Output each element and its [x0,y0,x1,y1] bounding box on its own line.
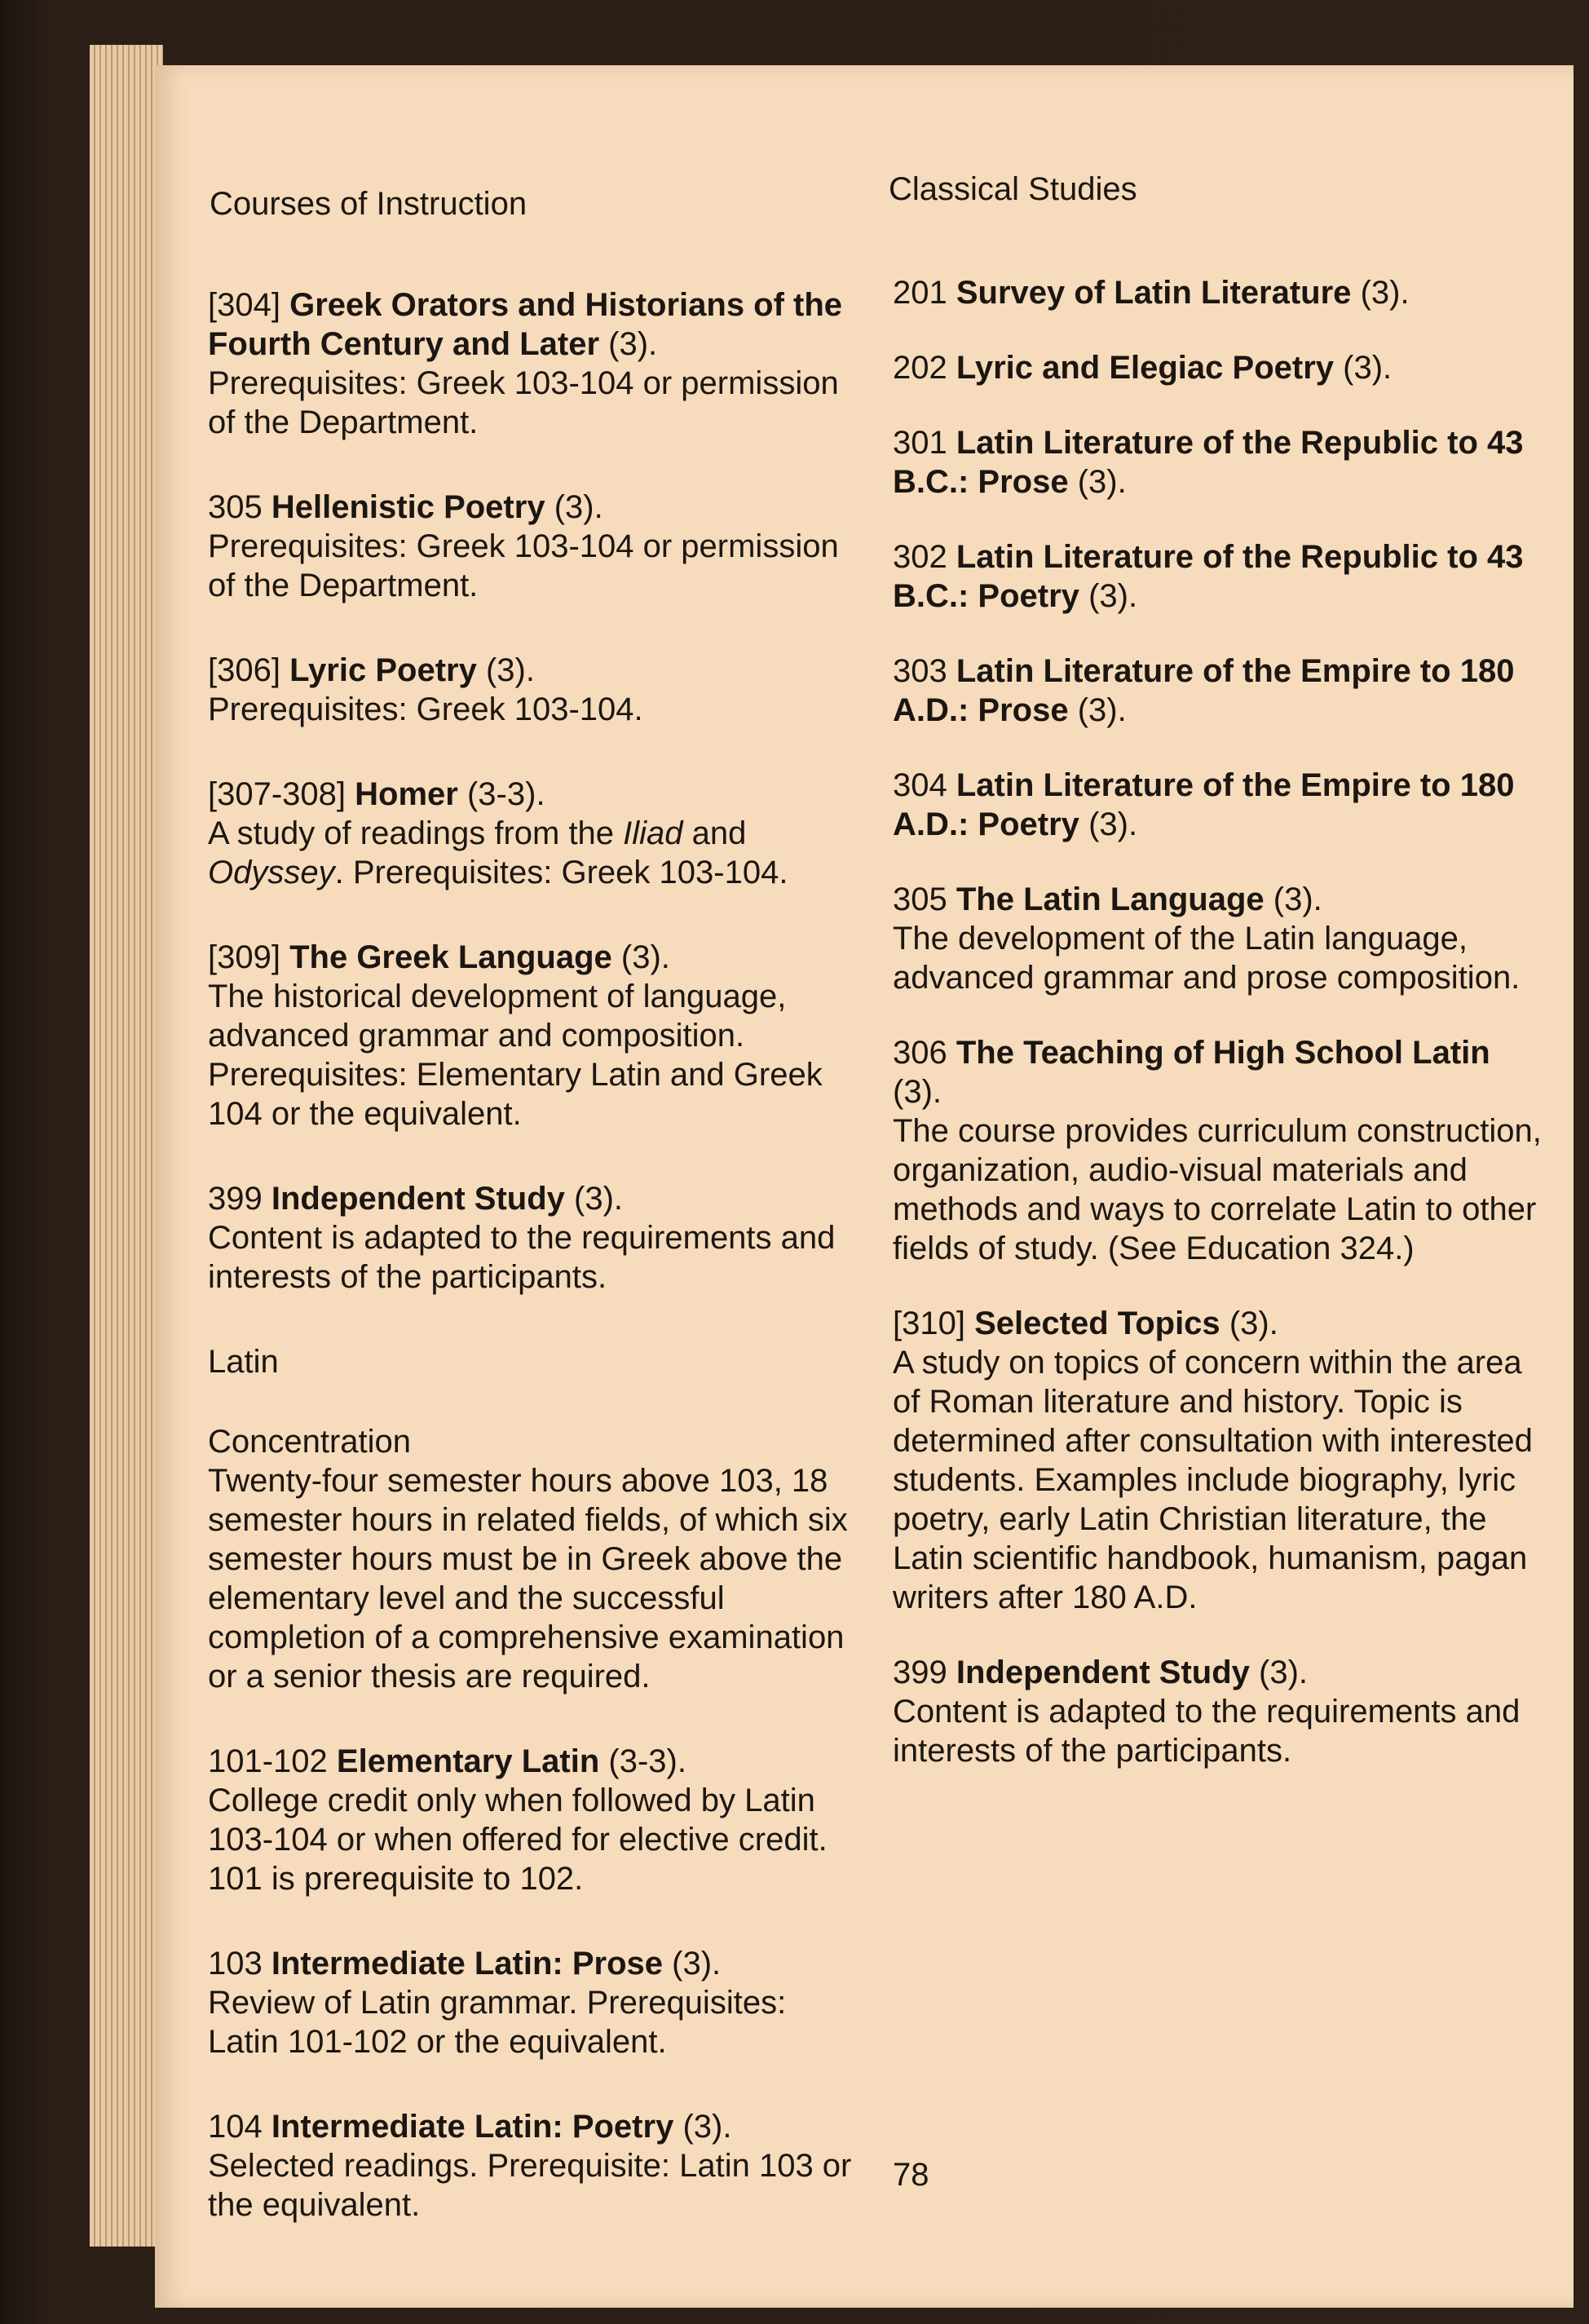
course-credits: (3). [1077,464,1127,500]
course-credits: (3). [1077,692,1127,728]
course-number: 101-102 [208,1743,328,1779]
course-number: 399 [208,1181,263,1217]
course-entry [893,1304,1545,1617]
course-entry [893,1033,1545,1268]
course-title: Latin Literature of the Republic to 43 B.C.: Poetry [893,539,1524,614]
course-number: [310] [893,1306,965,1341]
course-entry [893,348,1545,387]
course-description: Prerequisites: Greek 103-104. [208,691,643,727]
course-entry [208,1742,860,1898]
course-number: 303 [893,653,947,689]
italic-title-odyssey: Odyssey [208,855,335,890]
course-entry [893,766,1545,844]
course-number: 304 [893,767,947,803]
description-text: and [682,815,747,851]
italic-title-iliad: Iliad [623,815,683,851]
page-number: 78 [893,2157,929,2193]
course-credits: (3). [682,2109,732,2145]
course-credits: (3). [1343,350,1393,386]
right-column [893,273,1545,1806]
course-description: Content is adapted to the requirements and interests of the participants. [893,1694,1521,1769]
course-credits: (3). [620,939,670,975]
course-number: 305 [893,881,947,917]
course-credits: (3). [1088,578,1138,614]
course-entry [208,285,860,442]
course-title: Lyric Poetry [289,652,477,688]
course-entry [893,537,1545,616]
course-number: 103 [208,1946,263,1982]
course-entry [893,273,1545,312]
course-number: [306] [208,652,280,688]
course-title: Latin Literature of the Empire to 180 A.D.: Poetry [893,767,1515,842]
course-title: Independent Study [956,1655,1250,1690]
section-heading-latin: Latin [208,1344,279,1380]
course-credits: (3). [672,1946,722,1982]
course-title: Survey of Latin Literature [956,275,1352,311]
running-header-left: Courses of Instruction [210,186,527,222]
course-number: 201 [893,275,947,311]
course-entry [208,488,860,605]
course-number: 202 [893,350,947,386]
course-description: A study on topics of concern within the area of Roman literature and history. Topic is determined after consultation with interested students. Examples include biography, lyric poetry, early Latin Christian literature, the Latin scientific handbook, humanism, pagan writers after 180 A.D. [893,1345,1533,1615]
concentration-heading: Concentration [208,1424,412,1460]
course-title: Greek Orators and Historians of the Fourth Century and Later [208,287,843,362]
description-text: A study of readings from the [208,815,624,851]
course-credits: (3). [1259,1655,1308,1690]
course-title: The Teaching of High School Latin [956,1035,1490,1071]
course-number: 302 [893,539,947,575]
course-number: 104 [208,2109,263,2145]
course-description: Prerequisites: Greek 103-104 or permission of the Department. [208,365,839,440]
course-credits: (3-3). [466,776,545,812]
course-credits: (3). [1360,275,1410,311]
running-header-right: Classical Studies [889,171,1137,207]
description-text: . Prerequisites: Greek 103-104. [334,855,788,890]
course-title: The Greek Language [289,939,612,975]
course-credits: (3). [893,1074,942,1110]
course-title: Hellenistic Poetry [271,489,545,525]
course-description [208,814,860,892]
course-description: The course provides curriculum construction, organization, audio-visual materials and methods and ways to correlate Latin to other fields of study. (See Education 324.) [893,1113,1542,1266]
course-description: The development of the Latin language, advanced grammar and prose composition. [893,921,1521,996]
course-title: Selected Topics [974,1306,1220,1341]
concentration-block [208,1422,860,1696]
course-entry [893,423,1545,501]
course-title: Lyric and Elegiac Poetry [956,350,1335,386]
course-description: Review of Latin grammar. Prerequisites: Latin 101-102 or the equivalent. [208,1985,787,2060]
course-title: Latin Literature of the Empire to 180 A.D.: Prose [893,653,1515,728]
course-entry [208,775,860,892]
course-number: 306 [893,1035,947,1071]
course-description: The historical development of language, advanced grammar and composition. Prerequisites: Elementary Latin and Greek 104 or the equivalent. [208,979,823,1132]
course-entry [208,938,860,1133]
course-entry [893,1653,1545,1770]
course-number: 301 [893,425,947,461]
course-credits: (3). [1273,881,1322,917]
course-title: Independent Study [271,1181,565,1217]
course-entry [208,2107,860,2225]
course-credits: (3). [554,489,603,525]
left-column [208,285,860,2270]
course-number: 399 [893,1655,947,1690]
course-entry [208,1944,860,2061]
course-description: College credit only when followed by Latin 103-104 or when offered for elective credit. 101 is prerequisite to 102. [208,1783,828,1897]
course-title: Homer [355,776,458,812]
course-number: [307-308] [208,776,346,812]
course-title: Intermediate Latin: Prose [271,1946,663,1982]
course-entry [208,651,860,729]
course-description: Prerequisites: Greek 103-104 or permission of the Department. [208,528,839,603]
concentration-text: Twenty-four semester hours above 103, 18 semester hours in related fields, of which six semester hours must be in Greek above the elementary level and the successful completion of a comprehensive examination or a senior thesis are required. [208,1463,848,1694]
course-title: Elementary Latin [336,1743,600,1779]
course-entry [208,1179,860,1297]
course-number: 305 [208,489,263,525]
course-credits: (3). [485,652,535,688]
course-description: Selected readings. Prerequisite: Latin 103 or the equivalent. [208,2148,852,2223]
course-credits: (3). [1229,1306,1278,1341]
course-title: Latin Literature of the Republic to 43 B.C.: Prose [893,425,1524,500]
course-number: [309] [208,939,280,975]
course-entry [893,652,1545,730]
course-credits: (3). [608,326,658,362]
course-credits: (3-3). [608,1743,686,1779]
course-credits: (3). [574,1181,623,1217]
course-entry [893,880,1545,997]
course-description: Content is adapted to the requirements and interests of the participants. [208,1220,836,1295]
course-credits: (3). [1088,806,1138,842]
course-number: [304] [208,287,280,323]
page-stack-edges [90,45,163,2247]
course-title: Intermediate Latin: Poetry [271,2109,674,2145]
course-title: The Latin Language [956,881,1265,917]
